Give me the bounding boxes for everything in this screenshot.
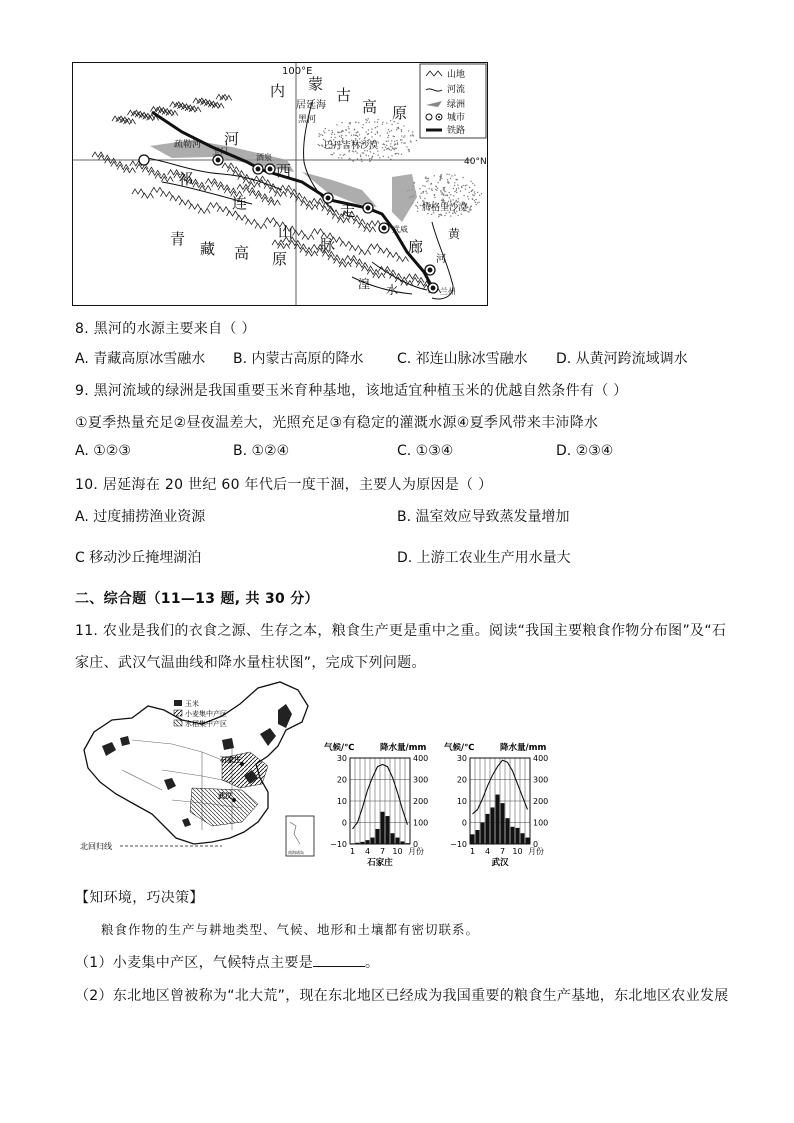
precip-bar	[401, 841, 405, 844]
month-tick-label: 7	[499, 847, 506, 856]
hexi-label-2: 走	[340, 202, 356, 220]
legend-oasis: 绿洲	[447, 100, 466, 110]
legend-rice: 水稻集中产区	[185, 720, 227, 728]
inner-mongolia-label-3: 高	[362, 98, 378, 116]
q10-option-c[interactable]: C 移动沙丘掩埋湖泊	[75, 550, 202, 566]
month-tick-label: 10	[512, 847, 523, 856]
shule-river-label: 疏勒河	[174, 140, 202, 150]
heihe-label: 黑河	[298, 115, 317, 125]
month-tick-label: 4	[484, 847, 491, 856]
legend-river: 河流	[447, 85, 466, 95]
q8-stem: 8. 黑河的水源主要来自（ ）	[75, 321, 256, 337]
q8-option-a[interactable]: A. 青藏高原冰雪融水	[75, 351, 206, 367]
precip-bar	[501, 803, 505, 844]
temp-tick-label: 30	[336, 754, 347, 763]
precip-bar	[371, 838, 375, 844]
q9-stem: 9. 黑河流域的绿洲是我国重要玉米育种基地，该地适宜种植玉米的优越自然条件有（ ）	[75, 383, 628, 399]
inner-mongolia-label-4: 原	[392, 104, 408, 122]
hexi-corridor-map	[72, 62, 488, 306]
temp-tick-label: 30	[456, 754, 467, 763]
hexi-label-1: 西	[276, 162, 292, 180]
q11-part2: （2）东北地区曾被称为“北大荒”，现在东北地区已经成为我国重要的粮食生产基地，东北地区农业发展	[75, 988, 729, 1004]
yumen-label: 玉门	[212, 147, 228, 156]
city-label: 武汉	[491, 858, 509, 868]
precip-bar	[351, 843, 355, 844]
q10-stem: 10. 居延海在 20 世纪 60 年代后一度干涸，主要人为原因是（ ）	[75, 477, 493, 493]
q9-option-b[interactable]: B. ①②④	[233, 443, 290, 459]
qinghai-tibet-label-2: 高	[234, 244, 250, 262]
precip-bar	[516, 828, 520, 844]
qinghai-tibet-label-0: 青	[170, 230, 186, 248]
qilian-label-0: 祁	[178, 170, 194, 188]
precip-tick-label: 0	[413, 840, 419, 849]
q9-option-d[interactable]: D. ②③④	[556, 443, 614, 459]
hexi-label-0: 河	[224, 130, 240, 148]
precip-bar	[511, 827, 515, 844]
huangshui-label-1: 水	[386, 283, 399, 297]
precip-bar	[386, 816, 390, 844]
precip-bar	[486, 814, 490, 844]
precip-bar	[481, 823, 485, 845]
precip-tick-label: 200	[533, 797, 549, 806]
map-legend	[420, 64, 486, 138]
month-tick-label: 10	[392, 847, 403, 856]
q9-option-c[interactable]: C. ①③④	[397, 443, 454, 459]
temp-tick-label: 20	[336, 775, 347, 785]
precip-bar	[406, 843, 410, 844]
wuhan-map-label: 武汉	[218, 792, 232, 800]
precip-bar	[361, 842, 365, 844]
tengger-desert-label: 腾格里沙漠	[422, 203, 468, 213]
hexi-label-3: 廊	[408, 238, 424, 256]
q11-part1-suffix: 。	[365, 955, 380, 971]
precip-tick-label: 300	[413, 775, 429, 785]
knowledge-text: 粮食作物的生产与耕地类型、气候、地形和土壤都有密切联系。	[101, 922, 480, 937]
precip-tick-label: 0	[533, 840, 539, 849]
x-unit-label: 月份	[408, 847, 424, 856]
q10-option-b[interactable]: B. 温室效应导致蒸发量增加	[397, 509, 570, 525]
precip-bar	[391, 833, 395, 844]
legend-railway: 铁路	[447, 126, 466, 136]
yellow-river-label-0: 黄	[448, 227, 461, 241]
meridian-label: 100°E	[282, 66, 313, 77]
precip-bar	[381, 812, 385, 844]
precip-bar	[471, 834, 475, 844]
precip-bar	[396, 838, 400, 844]
inner-mongolia-label-2: 古	[336, 86, 352, 104]
legend-mountain: 山地	[447, 70, 466, 80]
precip-tick-label: 100	[413, 818, 429, 828]
q9-statement: ①夏季热量充足②昼夜温差大，光照充足③有稳定的灌溉水源④夏季风带来丰沛降水	[75, 415, 599, 431]
month-tick-label: 7	[379, 847, 386, 856]
temp-tick-label: −10	[330, 840, 347, 849]
q8-option-b[interactable]: B. 内蒙古高原的降水	[233, 351, 364, 367]
huangshui-label-0: 湟	[358, 277, 371, 291]
q10-option-a[interactable]: A. 过度捕捞渔业资源	[75, 509, 206, 525]
q8-option-d[interactable]: D. 从黄河跨流域调水	[556, 351, 688, 367]
climate-chart-wuhan	[442, 740, 557, 870]
lanzhou-label: 兰州	[440, 287, 456, 296]
badain-desert-label: 巴丹吉林沙漠	[324, 141, 379, 151]
section2-heading: 二、综合题（11—13 题, 共 30 分）	[75, 591, 319, 607]
q11-intro-line1: 11. 农业是我们的衣食之源、生存之本，粮食生产更是重中之重。阅读“我国主要粮食作物分布图”及“石	[75, 623, 727, 639]
precip-bar	[526, 838, 530, 844]
precip-bar	[476, 830, 480, 844]
qilian-label-2: 山	[278, 223, 294, 241]
precip-axis-title: 降水量/mm	[380, 743, 427, 753]
precip-tick-label: 200	[413, 797, 429, 806]
temp-tick-label: 0	[341, 818, 347, 828]
legend-corn: 玉米	[185, 700, 199, 708]
qinghai-tibet-label-3: 原	[272, 250, 288, 268]
precip-bar	[356, 843, 360, 844]
tropic-label: 北回归线	[80, 842, 112, 851]
precip-bar	[376, 829, 380, 844]
temp-tick-label: −10	[450, 840, 467, 849]
inner-mongolia-label-1: 蒙	[308, 75, 324, 93]
q11-part1	[75, 952, 379, 972]
q8-option-c[interactable]: C. 祁连山脉冰雪融水	[397, 351, 528, 367]
temp-tick-label: 20	[456, 775, 467, 785]
precip-axis-title: 降水量/mm	[500, 743, 547, 753]
qinghai-tibet-label-1: 藏	[200, 240, 216, 258]
q10-option-d[interactable]: D. 上游工农业生产用水量大	[397, 550, 571, 566]
temp-tick-label: 10	[456, 797, 467, 806]
china-crop-map	[72, 680, 320, 858]
juyan-hai-label: 居延海	[296, 100, 326, 111]
precip-tick-label: 400	[413, 754, 429, 763]
yellow-river-label-1: 河	[436, 254, 446, 265]
legend-city: 城市	[447, 113, 466, 123]
qilian-label-1: 连	[232, 194, 248, 212]
q11-intro-line2: 家庄、武汉气温曲线和降水量柱状图”，完成下列问题。	[75, 655, 426, 671]
precip-bar	[506, 818, 510, 844]
month-tick-label: 1	[469, 847, 476, 856]
precip-bar	[491, 807, 495, 844]
precip-tick-label: 300	[533, 775, 549, 785]
temp-tick-label: 0	[461, 818, 467, 828]
precip-tick-label: 100	[533, 818, 549, 828]
x-unit-label: 月份	[528, 847, 544, 856]
temp-tick-label: 10	[336, 797, 347, 806]
temp-axis-title: 气候/℃	[444, 743, 475, 753]
precip-bar	[496, 795, 500, 844]
wuwei-label: 武威	[392, 225, 408, 234]
parallel-label: 40°N	[464, 157, 487, 167]
city-label: 石家庄	[367, 858, 393, 868]
temp-axis-title: 气候/℃	[324, 743, 355, 753]
shijiazhuang-map-label: 石家庄	[220, 756, 241, 764]
q11-part1-prefix: （1）小麦集中产区，气候特点主要是	[75, 955, 314, 971]
precip-bar	[366, 840, 370, 844]
crop-legend	[174, 699, 227, 728]
climate-chart-shijiazhuang	[322, 740, 437, 870]
q9-option-a[interactable]: A. ①②③	[75, 443, 131, 459]
precip-bar	[521, 833, 525, 844]
precip-tick-label: 400	[533, 754, 549, 763]
month-tick-label: 1	[349, 847, 356, 856]
legend-wheat: 小麦集中产区	[185, 710, 227, 718]
qilian-label-3: 脉	[320, 236, 336, 254]
inset-label: 南海诸岛	[288, 850, 304, 855]
inner-mongolia-label-0: 内	[270, 82, 286, 100]
jiuquan-label: 酒泉	[256, 153, 272, 162]
answer-blank[interactable]	[313, 954, 365, 967]
knowledge-title: 【知环境，巧决策】	[75, 890, 204, 906]
month-tick-label: 4	[364, 847, 371, 856]
